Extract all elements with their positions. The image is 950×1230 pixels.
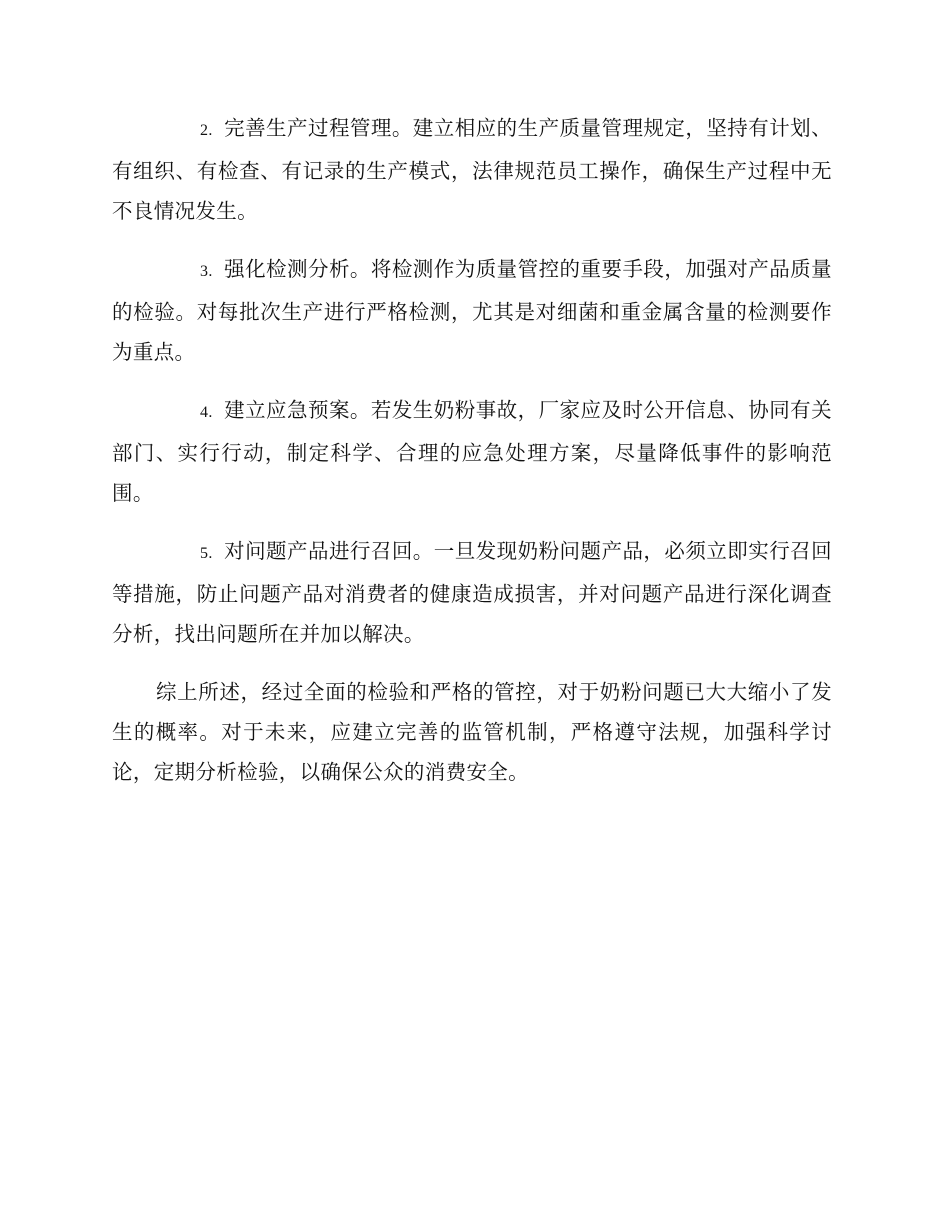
document-body xyxy=(112,108,832,810)
conclusion-paragraph: 综上所述，经过全面的检验和严格的管控，对于奶粉问题已大大缩小了发生的概率。对于未来，应建立完善的监管机制，严格遵守法规，加强科学讨论，定期分析检验，以确保公众的消费安全。 xyxy=(112,680,832,784)
list-item xyxy=(112,390,832,513)
list-item-text: 强化检测分析。将检测作为质量管控的重要手段，加强对产品质量的检验。对每批次生产进行严格检测，尤其是对细菌和重金属含量的检测要作为重点。 xyxy=(112,257,832,364)
list-item-text: 对问题产品进行召回。一旦发现奶粉问题产品，必须立即实行召回等措施，防止问题产品对消费者的健康造成损害，并对问题产品进行深化调查分析，找出问题所在并加以解决。 xyxy=(112,539,832,646)
list-item-text: 建立应急预案。若发生奶粉事故，厂家应及时公开信息、协同有关部门、实行行动，制定科学、合理的应急处理方案，尽量降低事件的影响范围。 xyxy=(112,398,832,505)
list-item xyxy=(112,531,832,654)
list-item-number: 4. xyxy=(200,404,213,421)
list-item xyxy=(112,249,832,372)
list-item-text: 完善生产过程管理。建立相应的生产质量管理规定，坚持有计划、有组织、有检查、有记录的生产模式，法律规范员工操作，确保生产过程中无不良情况发生。 xyxy=(112,116,832,223)
list-item-number: 3. xyxy=(200,263,213,280)
list-item xyxy=(112,108,832,231)
list-item-number: 2. xyxy=(200,122,213,139)
list-item-number: 5. xyxy=(200,545,213,562)
